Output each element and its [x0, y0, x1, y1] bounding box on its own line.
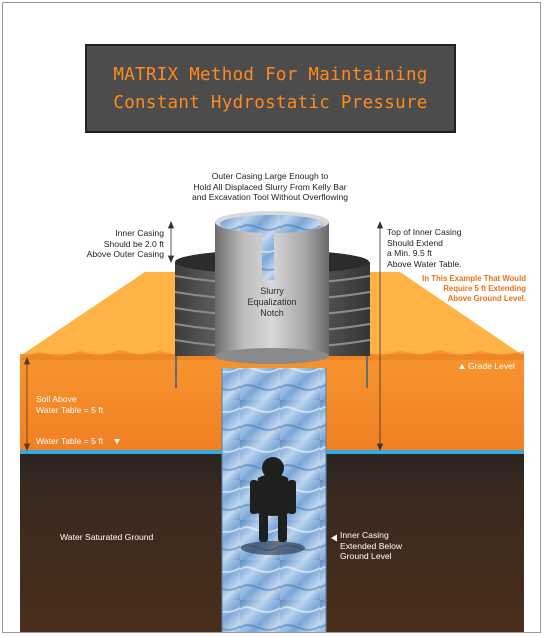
title-line-2: Constant Hydrostatic Pressure: [113, 92, 428, 113]
water-saturated-ground-label: Water Saturated Ground: [60, 532, 154, 542]
outer-casing-label: Outer Casing Large Enough to Hold All Displaced Slurry From Kelly Bar and Excavation Tool Without Overflowing: [191, 171, 349, 202]
title-line-1: MATRIX Method For Maintaining: [113, 64, 428, 85]
equalization-notch: [262, 232, 274, 280]
equalization-notch-label: Slurry Equalization Notch: [247, 286, 297, 318]
grade-level-label: Grade Level: [468, 361, 515, 371]
water-table-label: Water Table = 5 ft: [36, 436, 104, 446]
inner-casing-height-label: Inner Casing Should be 2.0 ft Above Outer Casing: [86, 228, 164, 259]
example-note: In This Example That Would Require 5 ft Extending Above Ground Level.: [422, 274, 526, 303]
soil-above-label: Soil Above Water Table = 5 ft: [36, 394, 104, 415]
inner-casing-below-label: Inner Casing Extended Below Ground Level: [340, 530, 403, 561]
top-inner-casing-label: Top of Inner Casing Should Extend a Min. 9.5 ft Above Water Table.: [387, 227, 462, 269]
